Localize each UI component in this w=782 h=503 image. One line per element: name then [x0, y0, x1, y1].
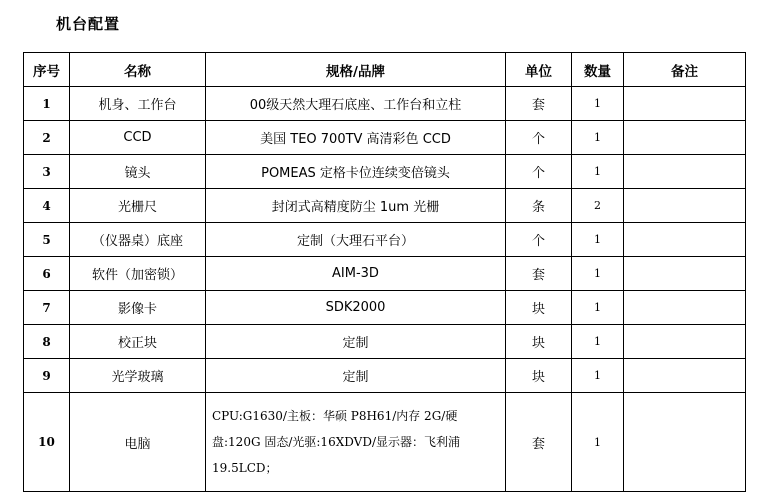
- cell-unit: 块: [506, 291, 572, 325]
- cell-remark: [624, 189, 746, 223]
- table-row: [24, 189, 746, 223]
- cell-qty: 1: [572, 223, 624, 257]
- cell-unit: 套: [506, 87, 572, 121]
- cell-remark: [624, 121, 746, 155]
- cell-remark: [624, 87, 746, 121]
- cell-remark: [624, 257, 746, 291]
- table-row: [24, 325, 746, 359]
- cell-remark: [624, 359, 746, 393]
- cell-spec: SDK2000: [206, 291, 506, 325]
- cell-qty: 1: [572, 87, 624, 121]
- cell-unit: 个: [506, 121, 572, 155]
- table-row: [24, 393, 746, 492]
- spec-line: 19.5LCD；: [212, 461, 278, 475]
- cell-remark: [624, 291, 746, 325]
- cell-qty: 1: [572, 393, 624, 492]
- cell-qty: 1: [572, 291, 624, 325]
- cell-no: 7: [24, 291, 70, 325]
- table-row: [24, 121, 746, 155]
- cell-spec: AIM-3D: [206, 257, 506, 291]
- table-header-row: [24, 53, 746, 87]
- header-remark: 备注: [624, 53, 746, 87]
- table-row: [24, 291, 746, 325]
- cell-name: 软件（加密锁）: [70, 257, 206, 291]
- cell-no: 8: [24, 325, 70, 359]
- cell-spec: 定制: [206, 359, 506, 393]
- cell-unit: 套: [506, 257, 572, 291]
- cell-no: 5: [24, 223, 70, 257]
- cell-name: （仪器桌）底座: [70, 223, 206, 257]
- cell-name: 影像卡: [70, 291, 206, 325]
- cell-qty: 1: [572, 155, 624, 189]
- table-row: [24, 155, 746, 189]
- table-row: [24, 223, 746, 257]
- cell-spec: 封闭式高精度防尘 1um 光栅: [206, 189, 506, 223]
- cell-no: 1: [24, 87, 70, 121]
- cell-no: 10: [24, 393, 70, 492]
- header-qty: 数量: [572, 53, 624, 87]
- cell-name: 光栅尺: [70, 189, 206, 223]
- section-title: 机台配置: [56, 15, 121, 33]
- table-row: [24, 87, 746, 121]
- cell-spec: 定制: [206, 325, 506, 359]
- cell-name: 光学玻璃: [70, 359, 206, 393]
- cell-unit: 个: [506, 223, 572, 257]
- cell-no: 3: [24, 155, 70, 189]
- cell-name: CCD: [70, 121, 206, 155]
- header-unit: 单位: [506, 53, 572, 87]
- cell-no: 2: [24, 121, 70, 155]
- cell-unit: 个: [506, 155, 572, 189]
- cell-spec: 美国 TEO 700TV 高清彩色 CCD: [206, 121, 506, 155]
- cell-no: 4: [24, 189, 70, 223]
- cell-qty: 2: [572, 189, 624, 223]
- cell-no: 9: [24, 359, 70, 393]
- cell-name: 电脑: [70, 393, 206, 492]
- cell-name: 校正块: [70, 325, 206, 359]
- cell-spec: 00级天然大理石底座、工作台和立柱: [206, 87, 506, 121]
- cell-unit: 套: [506, 393, 572, 492]
- cell-unit: 块: [506, 325, 572, 359]
- cell-remark: [624, 325, 746, 359]
- spec-line: CPU:G1630/主板：华硕 P8H61/内存 2G/硬: [212, 409, 458, 423]
- cell-spec: POMEAS 定格卡位连续变倍镜头: [206, 155, 506, 189]
- cell-qty: 1: [572, 325, 624, 359]
- cell-qty: 1: [572, 257, 624, 291]
- cell-remark: [624, 223, 746, 257]
- header-name: 名称: [70, 53, 206, 87]
- cell-qty: 1: [572, 359, 624, 393]
- cell-unit: 块: [506, 359, 572, 393]
- cell-spec: [206, 393, 506, 492]
- cell-unit: 条: [506, 189, 572, 223]
- cell-no: 6: [24, 257, 70, 291]
- config-table: [23, 52, 746, 492]
- cell-spec: 定制（大理石平台）: [206, 223, 506, 257]
- table-row: [24, 359, 746, 393]
- header-spec: 规格/品牌: [206, 53, 506, 87]
- cell-remark: [624, 155, 746, 189]
- cell-name: 镜头: [70, 155, 206, 189]
- spec-line: 盘:120G 固态/光驱:16XDVD/显示器：飞利浦: [212, 435, 460, 449]
- cell-name: 机身、工作台: [70, 87, 206, 121]
- header-no: 序号: [24, 53, 70, 87]
- table-row: [24, 257, 746, 291]
- cell-remark: [624, 393, 746, 492]
- cell-qty: 1: [572, 121, 624, 155]
